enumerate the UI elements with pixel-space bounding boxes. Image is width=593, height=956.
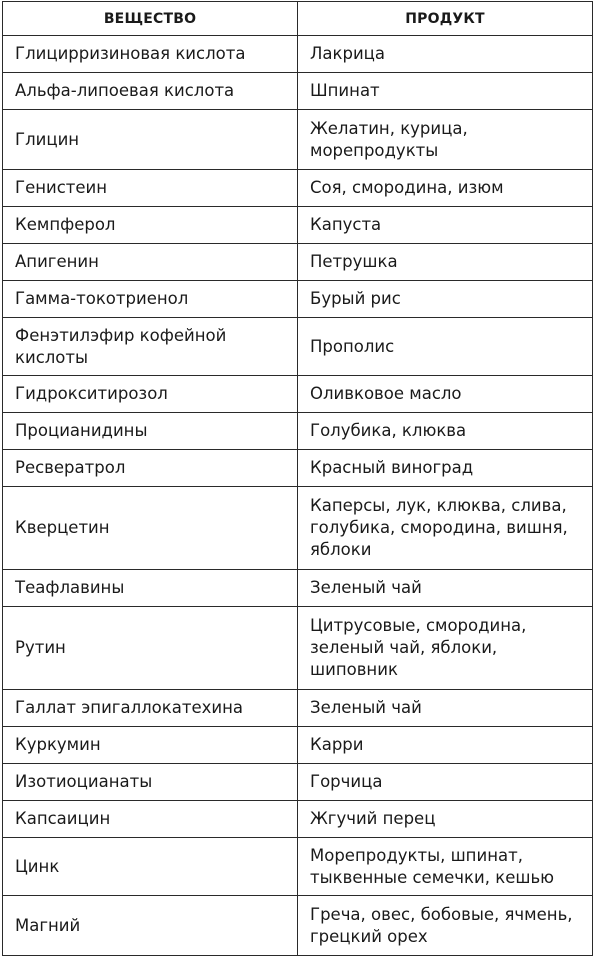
table-row — [3, 896, 593, 956]
product-cell — [298, 896, 593, 956]
substance-cell: Теафлавины — [3, 570, 298, 607]
product-line: Зеленый чай — [310, 698, 422, 717]
substance-cell: Кверцетин — [3, 487, 298, 570]
header-product: ПРОДУКТ — [298, 2, 593, 36]
product-line: Зеленый чай — [310, 578, 422, 597]
table-row — [3, 110, 593, 170]
product-line: Карри — [310, 735, 364, 754]
product-line: Жгучий перец — [310, 809, 436, 828]
table-row — [3, 170, 593, 207]
product-cell — [298, 281, 593, 318]
table-row — [3, 690, 593, 727]
substance-cell: Глицин — [3, 110, 298, 170]
product-line: Соя, смородина, изюм — [310, 178, 504, 197]
product-line: Красный виноград — [310, 458, 474, 477]
product-line: Горчица — [310, 772, 383, 791]
substance-cell: Изотиоцианаты — [3, 764, 298, 801]
product-cell — [298, 413, 593, 450]
substance-cell: Альфа-липоевая кислота — [3, 73, 298, 110]
substance-cell: Куркумин — [3, 727, 298, 764]
product-line: грецкий орех — [310, 926, 428, 946]
header-substance: ВЕЩЕСТВО — [3, 2, 298, 36]
table-row — [3, 36, 593, 73]
table-row — [3, 318, 593, 376]
product-cell — [298, 376, 593, 413]
product-line: зеленый чай, яблоки, — [310, 638, 498, 657]
product-cell — [298, 764, 593, 801]
table-row — [3, 801, 593, 838]
product-line: голубика, смородина, вишня, — [310, 518, 568, 537]
product-cell — [298, 170, 593, 207]
product-cell — [298, 838, 593, 896]
table-row — [3, 244, 593, 281]
product-line: Петрушка — [310, 252, 398, 271]
substance-cell: Ресвератрол — [3, 450, 298, 487]
product-cell — [298, 207, 593, 244]
substance-cell: Галлат эпигаллокатехина — [3, 690, 298, 727]
product-line: Капуста — [310, 215, 382, 234]
product-line: Греча, овес, бобовые, ячмень, — [310, 904, 573, 924]
table-row — [3, 413, 593, 450]
product-cell — [298, 244, 593, 281]
substance-cell: Магний — [3, 896, 298, 956]
product-cell — [298, 570, 593, 607]
table-row — [3, 570, 593, 607]
table-header-row — [3, 2, 593, 36]
product-cell — [298, 450, 593, 487]
substance-cell: Цинк — [3, 838, 298, 896]
substance-product-table — [2, 1, 593, 956]
product-line: Цитрусовые, смородина, — [310, 616, 527, 635]
table-row — [3, 764, 593, 801]
product-line: Прополис — [310, 336, 395, 356]
product-line: Голубика, клюква — [310, 421, 467, 440]
table-row — [3, 73, 593, 110]
product-cell — [298, 73, 593, 110]
table-row — [3, 281, 593, 318]
product-line: тыквенные семечки, кешью — [310, 867, 555, 887]
product-line: Бурый рис — [310, 289, 401, 308]
substance-cell: Капсаицин — [3, 801, 298, 838]
product-line: Морепродукты, шпинат, — [310, 845, 523, 865]
product-cell — [298, 607, 593, 690]
product-line: яблоки — [310, 540, 372, 559]
product-cell — [298, 36, 593, 73]
substance-cell: Процианидины — [3, 413, 298, 450]
substance-cell: Глицирризиновая кислота — [3, 36, 298, 73]
substance-cell: Генистеин — [3, 170, 298, 207]
product-line: шиповник — [310, 660, 398, 679]
substance-cell: Фенэтилэфир кофейной кислоты — [3, 318, 298, 376]
product-line: Лакрица — [310, 44, 386, 63]
product-line: Желатин, курица, — [310, 118, 468, 138]
substance-cell: Кемпферол — [3, 207, 298, 244]
substance-cell: Апигенин — [3, 244, 298, 281]
substance-cell: Рутин — [3, 607, 298, 690]
table-row — [3, 376, 593, 413]
substance-cell: Гамма-токотриенол — [3, 281, 298, 318]
table-row — [3, 727, 593, 764]
product-line: морепродукты — [310, 140, 439, 160]
product-cell — [298, 690, 593, 727]
product-cell — [298, 727, 593, 764]
table-row — [3, 450, 593, 487]
product-cell — [298, 487, 593, 570]
table-row — [3, 207, 593, 244]
product-line: Шпинат — [310, 81, 380, 100]
product-line: Оливковое масло — [310, 384, 462, 403]
product-cell — [298, 801, 593, 838]
product-cell — [298, 318, 593, 376]
product-line: Каперсы, лук, клюква, слива, — [310, 496, 567, 515]
table-row — [3, 838, 593, 896]
product-cell — [298, 110, 593, 170]
substance-cell: Гидрокситирозол — [3, 376, 298, 413]
table-row — [3, 607, 593, 690]
table-row — [3, 487, 593, 570]
